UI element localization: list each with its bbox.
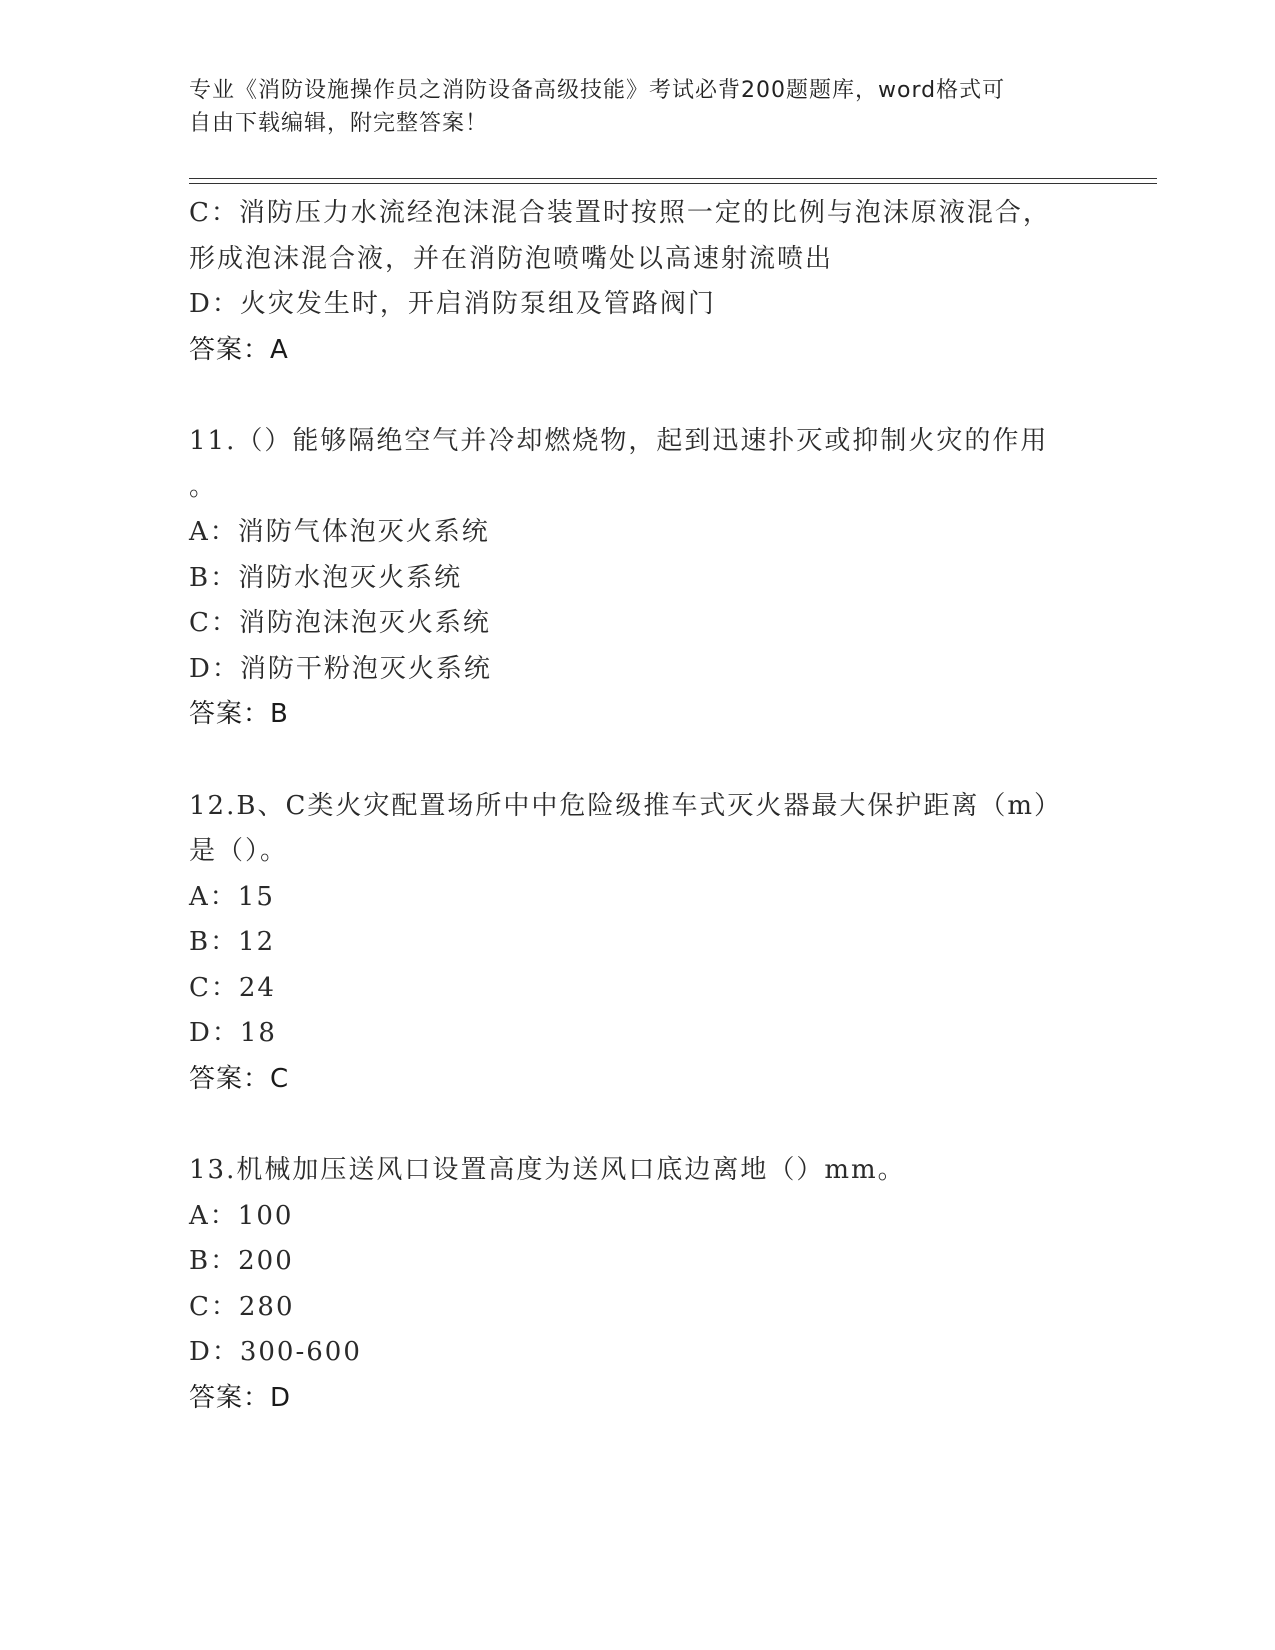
option-d: D：火灾发生时，开启消防泵组及管路阀门	[189, 289, 716, 319]
option-b: B：12	[189, 927, 276, 957]
document-header	[189, 74, 1079, 140]
answer: 答案：C	[189, 1063, 290, 1094]
question-stem-line-1: 12.B、C类火灾配置场所中中危险级推车式灭火器最大保护距离（m）	[189, 790, 1063, 821]
question-10-tail	[189, 191, 1089, 373]
option-c: C：消防泡沫泡灭火系统	[189, 608, 491, 638]
option-d: D：300-600	[189, 1337, 362, 1367]
question-stem-line-2: 。	[189, 471, 218, 502]
option-d: D：消防干粉泡灭火系统	[189, 653, 492, 684]
question-stem-line-2: 是（）。	[189, 836, 289, 866]
header-divider-top	[189, 178, 1157, 179]
spacer	[189, 373, 1089, 419]
option-c-line-2: 形成泡沫混合液，并在消防泡喷嘴处以高速射流喷出	[189, 243, 834, 274]
question-11	[189, 419, 1089, 738]
question-13	[189, 1148, 1089, 1421]
question-stem-line-1: 13.机械加压送风口设置高度为送风口底边离地（）mm。	[189, 1155, 906, 1185]
option-b: B：消防水泡灭火系统	[189, 562, 463, 593]
answer: 答案：D	[189, 1382, 292, 1413]
option-c: C：24	[189, 972, 276, 1003]
option-b: B：200	[189, 1246, 294, 1276]
header-divider-bottom	[189, 183, 1157, 184]
question-stem-line-1: 11.（）能够隔绝空气并冷却燃烧物，起到迅速扑灭或抑制火灾的作用	[189, 426, 1049, 456]
answer: 答案：A	[189, 334, 289, 365]
answer: 答案：B	[189, 699, 289, 729]
spacer	[189, 738, 1089, 784]
option-c: C：280	[189, 1291, 295, 1322]
header-line-2: 自由下载编辑，附完整答案！	[189, 111, 489, 136]
spacer	[189, 1102, 1089, 1148]
header-line-1: 专业《消防设施操作员之消防设备高级技能》考试必背200题题库，word格式可	[189, 78, 1006, 103]
question-12	[189, 784, 1089, 1103]
option-a: A：100	[189, 1200, 294, 1231]
option-d: D：18	[189, 1018, 277, 1048]
option-c-line-1: C：消防压力水流经泡沫混合装置时按照一定的比例与泡沫原液混合，	[189, 198, 1051, 228]
option-a: A：消防气体泡灭火系统	[189, 517, 490, 547]
question-body	[189, 191, 1089, 1421]
option-a: A：15	[189, 881, 275, 912]
